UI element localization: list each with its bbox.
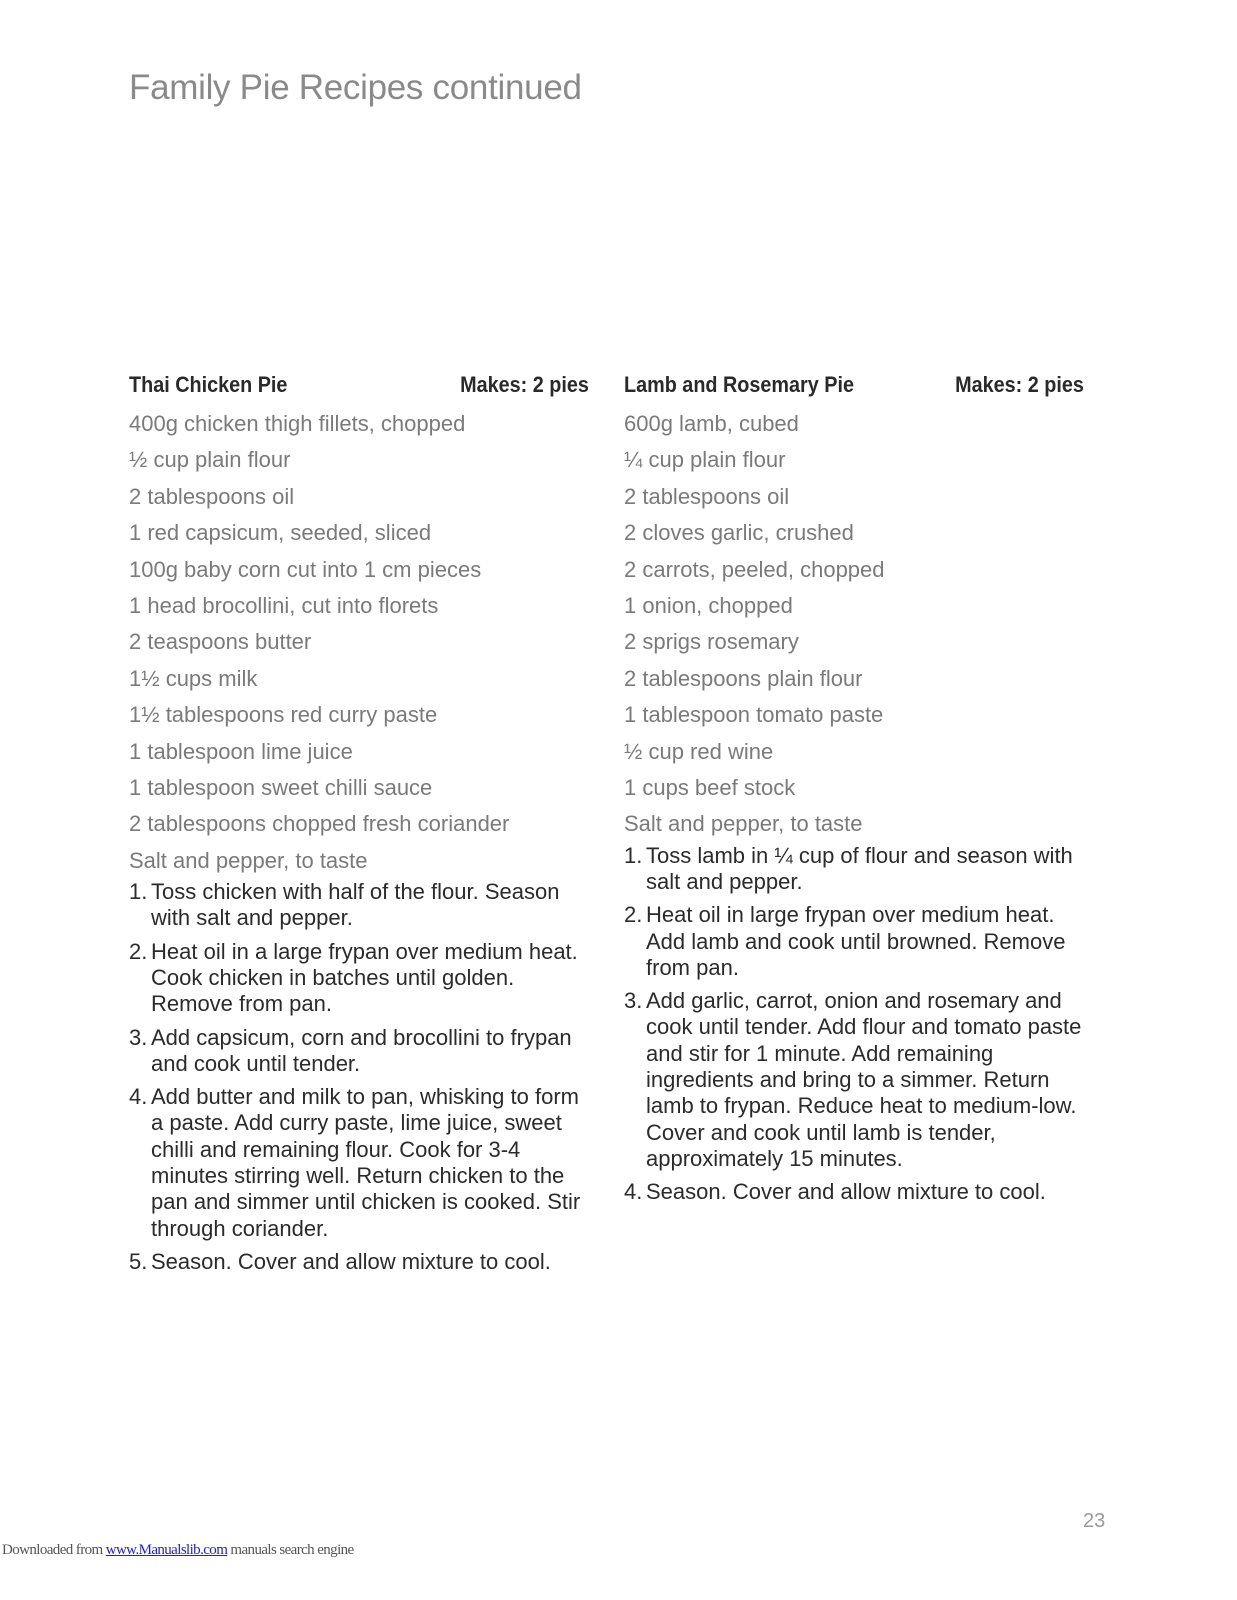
ingredient-list bbox=[129, 406, 589, 879]
step-text: Add butter and milk to pan, whisking to form a paste. Add curry paste, lime juice, sweet chilli and remaining flour. Cook for 3-4 minutes stirring well. Return chicken to the pan and simmer until chicken is cooked. Stir through coriander. bbox=[151, 1084, 581, 1241]
step-number: 1. bbox=[129, 879, 148, 905]
method-step bbox=[624, 902, 1084, 981]
ingredient-item: 1 tablespoon sweet chilli sauce bbox=[129, 774, 433, 800]
ingredient-item: ¼ cup plain flour bbox=[624, 447, 786, 473]
method-step bbox=[129, 1025, 589, 1078]
method-step bbox=[129, 1084, 589, 1242]
step-number: 3. bbox=[624, 988, 643, 1014]
recipe-yield: Makes: 2 pies bbox=[955, 372, 1084, 397]
recipe-header bbox=[129, 370, 589, 400]
footer-suffix: manuals search engine bbox=[227, 1542, 354, 1558]
recipe-thai-chicken-pie bbox=[129, 370, 589, 1282]
ingredient-item: ½ cup plain flour bbox=[129, 447, 291, 473]
step-number: 5. bbox=[129, 1248, 148, 1274]
step-text: Toss chicken with half of the flour. Season with salt and pepper. bbox=[151, 879, 560, 931]
step-number: 1. bbox=[624, 842, 643, 868]
step-number: 4. bbox=[129, 1084, 148, 1110]
ingredient-item: 2 tablespoons oil bbox=[129, 483, 295, 509]
method-steps bbox=[129, 879, 589, 1275]
ingredient-list bbox=[624, 406, 1084, 843]
ingredient-item: 1 tablespoon lime juice bbox=[129, 738, 353, 764]
ingredient-item: 1 head brocollini, cut into florets bbox=[129, 592, 439, 618]
ingredient-item: 2 tablespoons oil bbox=[624, 483, 790, 509]
ingredient-item: 600g lamb, cubed bbox=[624, 411, 799, 436]
ingredient-item: 1½ cups milk bbox=[129, 665, 258, 691]
method-steps bbox=[624, 843, 1084, 1206]
step-text: Season. Cover and allow mixture to cool. bbox=[646, 1179, 1046, 1205]
step-text: Add garlic, carrot, onion and rosemary and cook until tender. Add flour and tomato paste and stir for 1 minute. Add remaining ingredients and bring to a simmer. Return lamb to frypan. Reduce heat to medium-low. Cover and cook until lamb is tender, approximately 15 minutes. bbox=[646, 988, 1082, 1171]
recipe-title: Thai Chicken Pie bbox=[129, 372, 288, 397]
method-step bbox=[624, 1179, 1084, 1205]
ingredient-item: 1½ tablespoons red curry paste bbox=[129, 702, 438, 728]
ingredient-item: 2 tablespoons chopped fresh coriander bbox=[129, 811, 510, 837]
ingredient-item: Salt and pepper, to taste bbox=[624, 811, 863, 837]
step-text: Season. Cover and allow mixture to cool. bbox=[151, 1248, 551, 1274]
download-footer bbox=[2, 1542, 354, 1559]
page-title: Family Pie Recipes continued bbox=[129, 68, 582, 107]
ingredient-item: 100g baby corn cut into 1 cm pieces bbox=[129, 556, 482, 582]
step-text: Add capsicum, corn and brocollini to frypan and cook until tender. bbox=[151, 1024, 572, 1076]
step-text: Toss lamb in ¼ cup of flour and season with salt and pepper. bbox=[646, 842, 1073, 894]
ingredient-item: 1 red capsicum, seeded, sliced bbox=[129, 520, 432, 546]
ingredient-item: 1 onion, chopped bbox=[624, 592, 793, 618]
ingredient-item: ½ cup red wine bbox=[624, 738, 774, 764]
ingredient-item: Salt and pepper, to taste bbox=[129, 847, 368, 873]
ingredient-item: 2 sprigs rosemary bbox=[624, 629, 799, 655]
method-step bbox=[129, 879, 589, 932]
method-step bbox=[624, 843, 1084, 896]
step-number: 4. bbox=[624, 1179, 643, 1205]
ingredient-item: 2 tablespoons plain flour bbox=[624, 665, 863, 691]
manualslib-link[interactable]: www.Manualslib.com bbox=[105, 1542, 228, 1558]
method-step bbox=[624, 988, 1084, 1172]
step-text: Heat oil in a large frypan over medium heat. Cook chicken in batches until golden. Remove from pan. bbox=[151, 938, 578, 1017]
recipe-lamb-and-rosemary-pie bbox=[624, 370, 1084, 1213]
step-text: Heat oil in large frypan over medium heat. Add lamb and cook until browned. Remove from pan. bbox=[646, 902, 1066, 980]
method-step bbox=[129, 1249, 589, 1275]
ingredient-item: 2 carrots, peeled, chopped bbox=[624, 556, 885, 582]
method-step bbox=[129, 939, 589, 1018]
recipe-header bbox=[624, 370, 1084, 400]
recipe-title: Lamb and Rosemary Pie bbox=[624, 372, 854, 397]
ingredient-item: 2 teaspoons butter bbox=[129, 629, 312, 655]
footer-prefix: Downloaded from bbox=[2, 1542, 106, 1558]
step-number: 2. bbox=[129, 938, 148, 964]
ingredient-item: 400g chicken thigh fillets, chopped bbox=[129, 411, 466, 436]
recipe-yield: Makes: 2 pies bbox=[460, 372, 589, 397]
step-number: 3. bbox=[129, 1024, 148, 1050]
page-number: 23 bbox=[1083, 1510, 1106, 1532]
step-number: 2. bbox=[624, 902, 643, 928]
ingredient-item: 1 tablespoon tomato paste bbox=[624, 702, 884, 728]
ingredient-item: 2 cloves garlic, crushed bbox=[624, 520, 854, 546]
ingredient-item: 1 cups beef stock bbox=[624, 774, 796, 800]
